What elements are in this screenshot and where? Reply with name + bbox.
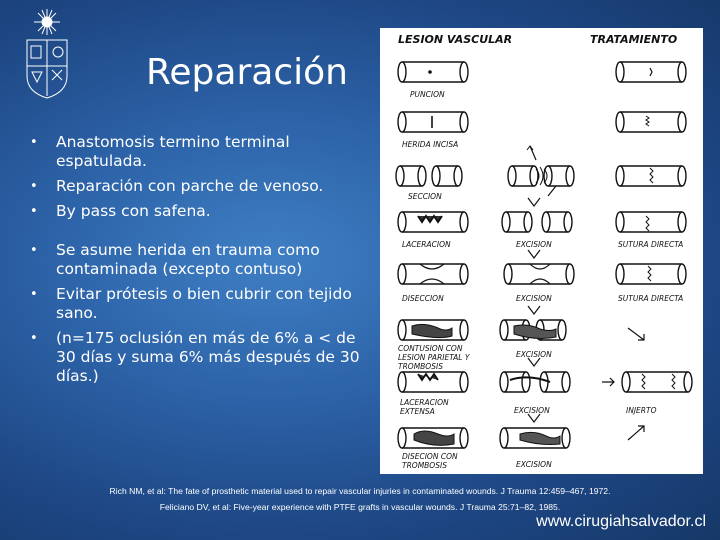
figure-label: INJERTO — [626, 406, 657, 415]
bullet-item: • Anastomosis termino terminal espatulada. — [30, 133, 290, 170]
bullet-item: • Se asume herida en trauma como contaminada (excepto contuso) — [30, 241, 320, 278]
figure-label: EXCISION — [514, 406, 550, 415]
figure-header-right: TRATAMIENTO — [590, 33, 678, 46]
slide-title: Reparación — [146, 52, 348, 93]
figure-label: SECCION — [408, 192, 442, 201]
figure-label: DISECION CON TROMBOSIS — [402, 452, 458, 470]
figure-label: EXCISION — [516, 240, 552, 249]
figure-label: PUNCION — [410, 90, 445, 99]
figure-label: SUTURA DIRECTA — [618, 240, 684, 249]
reference-item: Rich NM, et al: The fate of prosthetic material used to repair vascular injuries in contaminated wounds. J Trauma 12:459–467, 1972. — [109, 486, 611, 496]
bullet-list — [30, 133, 370, 392]
references — [0, 483, 720, 515]
website-url: www.cirugiahsalvador.cl — [536, 513, 706, 530]
university-logo-icon — [22, 8, 72, 100]
bullet-item: • Reparación con parche de venoso. — [30, 177, 324, 195]
figure-label: EXCISION — [516, 350, 552, 359]
figure-label: LACERACION — [402, 240, 451, 249]
bullet-item: • Evitar prótesis o bien cubrir con tejido sano. — [30, 285, 352, 322]
figure-label: LACERACION EXTENSA — [400, 398, 449, 416]
figure-label: HERIDA INCISA — [402, 140, 459, 149]
reference-item: Feliciano DV, et al: Five-year experience with PTFE grafts in vascular wounds. J Trauma 25:71–82, 1985. — [159, 502, 561, 512]
figure-header-left: LESION VASCULAR — [398, 33, 513, 46]
figure-label: EXCISION — [516, 294, 552, 303]
bullet-item: • (n=175 oclusión en más de 6% a < de 30 días y suma 6% más después de 30 días.) — [30, 329, 360, 385]
figure-label: SUTURA DIRECTA — [618, 294, 684, 303]
figure-label: EXCISION — [516, 460, 552, 469]
vascular-repair-figure — [380, 28, 703, 474]
bullet-item: • By pass con safena. — [30, 202, 211, 220]
figure-label: DISECCION — [402, 294, 444, 303]
figure-label: CONTUSION CON LESION PARIETAL Y TROMBOSIS — [398, 344, 470, 371]
